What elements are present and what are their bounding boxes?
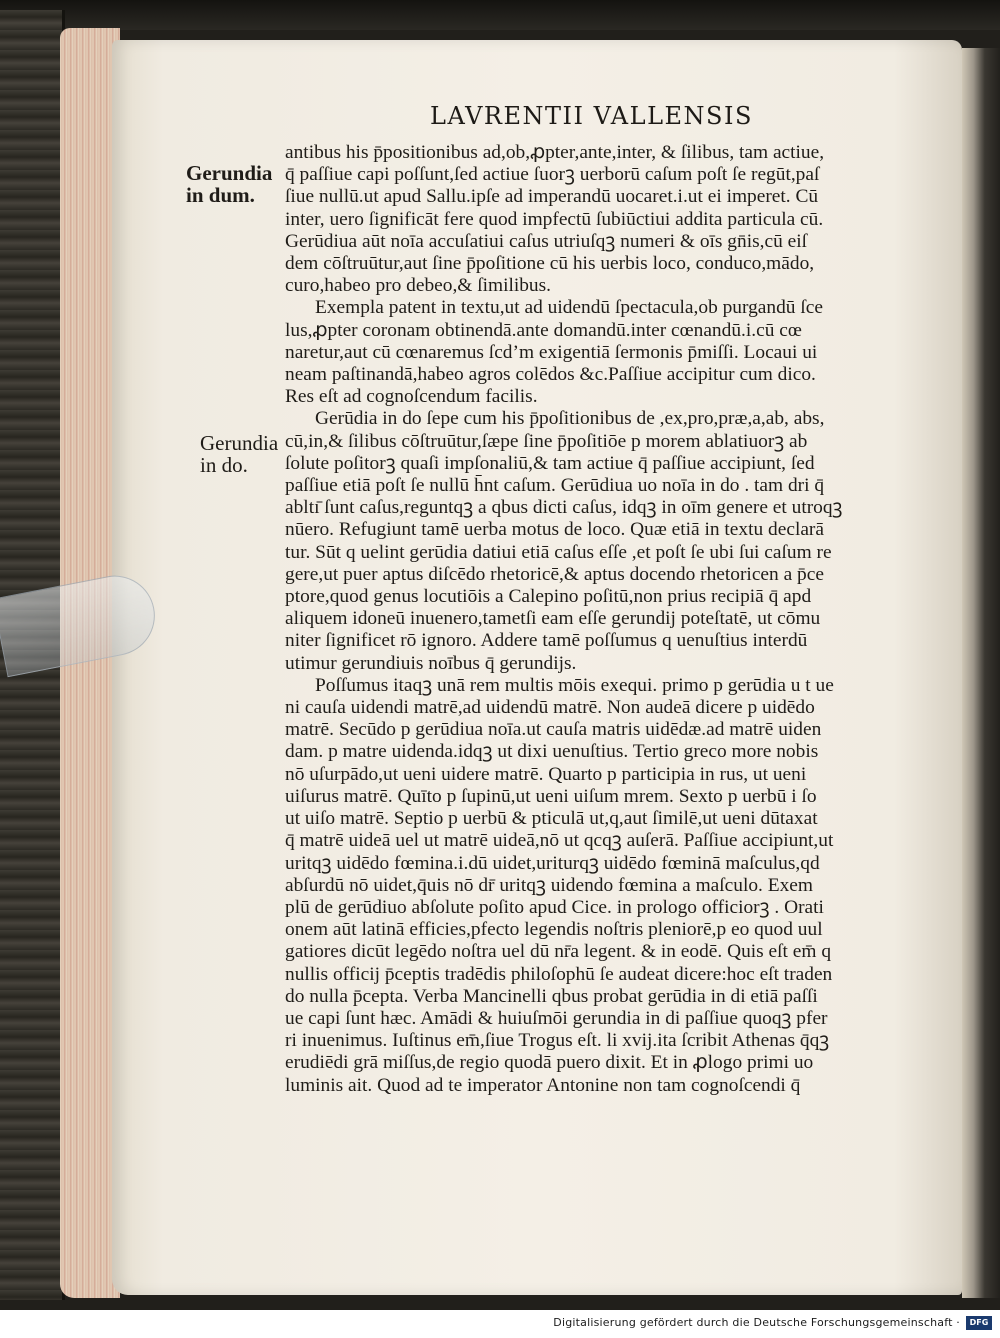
text-line: nūero. Refugiunt tamē uerba motus de loco. Quæ etiā in textu declarā	[285, 519, 824, 541]
text-line: niter ſignificet rō ignoro. Addere tamē poſſumus q uenuſtius interdū	[285, 630, 808, 652]
text-line: ri inuenimus. Iuſtinus em̄,ſiue Trogus eſt. li xvij.ita ſcribit Athenas q̄qꝫ	[285, 1030, 830, 1052]
paragraph	[285, 675, 935, 1097]
text-line: neam paſtinandā,habeo agros colēdos &c.Paſſiue accipitur cum dico.	[285, 364, 816, 386]
text-line: inter, uero ſignificāt fere quod impfectū ſubiūctiui addita particula cū.	[285, 208, 824, 230]
text-line: Poſſumus itaqꝫ unā rem multis mōis exequi. primo p gerūdia u t ue	[315, 674, 834, 696]
text-line: cū,in,& ſilibus cōſtruūtur,ſæpe ſine p̄poſitiōe p morem ablatiuorꝫ ab	[285, 430, 808, 452]
text-line: erudiēdi grā miſſus,de regio quodā puero dixit. Et in ꝓlogo primi uo	[285, 1052, 814, 1074]
text-line: tur. Sūt q uelint gerūdia datiui etiā caſus eſſe ,et poſt ſe ubi ſui caſum re	[285, 541, 832, 563]
running-head: LAVRENTII VALLENSIS	[430, 102, 753, 130]
text-line: luminis ait. Quod ad te imperator Antonine non tam cognoſcendi q̄	[285, 1074, 801, 1096]
text-line: aliquem idoneū inuenero,tametſi eam eſſe gerundij poteſtatē, ut cōmu	[285, 608, 821, 630]
body-text	[285, 142, 935, 1097]
margin-note-gerundia-dum: Gerundia in dum.	[186, 161, 273, 207]
text-line: naretur,aut cū cœnaremus ſcd’m exigentiā ſermonis p̄miſſi. Locaui ui	[285, 341, 818, 363]
footer-bar	[0, 1310, 1000, 1338]
text-line: Res eſt ad cognoſcendum facilis.	[285, 386, 538, 408]
paragraph	[285, 297, 935, 408]
text-line: abltı̄ ſunt caſus,reguntqꝫ a qbus dicti caſus, idqꝫ in oīm genere et utroqꝫ	[285, 497, 843, 519]
text-line: nullis officij p̄ceptis tradēdis philoſophū ſe audeat dicere:hoc eſt traden	[285, 963, 833, 985]
footer-credit: Digitalisierung gefördert durch die Deutsche Forschungsgemeinschaft ·	[553, 1316, 960, 1329]
text-line: gatiores dicūt legēdo noſtra uel dū nr̄a legent. & in eodē. Quis eſt em̄ q	[285, 941, 832, 963]
paragraph	[285, 142, 935, 297]
text-line: dam. p matre uidenda.idqꝫ ut dixi uenuſtius. Tertio greco more nobis	[285, 741, 819, 763]
text-line: lus,ꝓpter coronam obtinendā.ante domandū.inter cœnandū.i.cū cœ	[285, 319, 802, 341]
text-line: uiſurus matrē. Quīto p ſupinū,ut ueni uiſum mrem. Sexto p uerbū i ſo	[285, 785, 817, 807]
text-line: ſiue nullū.ut apud Sallu.ipſe ad imperandū uocaret.i.ut ei imperet. Cū	[285, 186, 819, 208]
text-line: paſſiue etiā poſt ſe nullū h̄nt caſum. Gerūdiua uo noīa in do . tam dri q̄	[285, 475, 825, 497]
text-line: ptore,quod genus locutiōis a Calepino poſitū,non prius recipiā q̄ apd	[285, 586, 812, 608]
text-line: ni cauſa uidendi matrē,ad uidendū matrē. Non audeā dicere p uidēdo	[285, 697, 815, 719]
text-line: ſolute poſitorꝫ quaſi impſonaliū,& tam actiue q̄ paſſiue accipiunt, ſed	[285, 452, 815, 474]
text-line: matrē. Secūdo p gerūdiua noīa.ut cauſa matris uidēdæ.ad matrē uiden	[285, 719, 822, 741]
text-line: uritqꝫ uidēdo fœmina.i.dū uidet,uriturqꝫ uidēdo fœminā maſculus,qd	[285, 852, 820, 874]
text-line: Gerūdiua aūt noīa accuſatiui caſus utriuſqꝫ numeri & oīs gn̄is,cū eiſ	[285, 230, 808, 252]
text-line: do nulla p̄cepta. Verba Mancinelli qbus probat gerūdia in di etiā paſſi	[285, 985, 818, 1007]
text-line: ut uiſo matrē. Septio p uerbū & pticulā ut,q,aut ſimilē,ut ueni dūtaxat	[285, 808, 818, 830]
text-line: q̄ paſſiue capi poſſunt,ſed actiue ſuorꝫ uerborū caſum poſt ſe regūt,paſ	[285, 164, 820, 186]
text-line: nō uſurpādo,ut ueni uidere matrē. Quarto p participia in rus, ut ueni	[285, 763, 807, 785]
facing-page-edge	[962, 48, 1000, 1298]
scan-top-background	[0, 0, 1000, 30]
text-line: Exempla patent in textu,ut ad uidendū ſpectacula,ob purgandū ſce	[315, 297, 823, 319]
margin-note-gerundia-do: Gerundia in do.	[200, 431, 279, 477]
paragraph	[285, 408, 935, 674]
text-line: ue capi ſunt hæc. Amādi & huiuſmōi gerundia in di paſſiue quoqꝫ pfer	[285, 1007, 828, 1029]
text-line: gere,ut puer aptus diſcēdo rhetoricē,& aptus docendo rhetoricen a p̄ce	[285, 563, 824, 585]
text-line: dem cōſtruūtur,aut ſine p̄poſitione cū his uerbis loco, conduco,mādo,	[285, 253, 815, 275]
text-line: utimur gerundiuis noībus q̄ gerundijs.	[285, 652, 577, 674]
text-line: antibus his p̄positionibus ad,ob,ꝓpter,ante,inter, & ſilibus, tam actiue,	[285, 142, 825, 163]
dfg-logo: DFG	[966, 1316, 992, 1330]
text-line: onem aūt latinā efficies,pfecto legendis noſtris pleniorē,p eo quod uul	[285, 919, 823, 941]
text-line: plū de gerūdiuo abſolute poſito apud Cice. in prologo officiorꝫ . Orati	[285, 896, 824, 918]
text-line: q̄ matrē uideā uel ut matrē uideā,nō ut qcqꝫ auſerā. Paſſiue accipiunt,ut	[285, 830, 834, 852]
text-line: curo,habeo pro debeo,& ſimilibus.	[285, 275, 552, 297]
text-line: abſurdū nō uidet,q̄uis nō dr̄ uritqꝫ uidendo fœmina a maſculo. Exem	[285, 874, 813, 896]
text-line: Gerūdia in do ſepe cum his p̄poſitionibus de ,ex,pro,præ,a,ab, abs,	[315, 408, 825, 430]
